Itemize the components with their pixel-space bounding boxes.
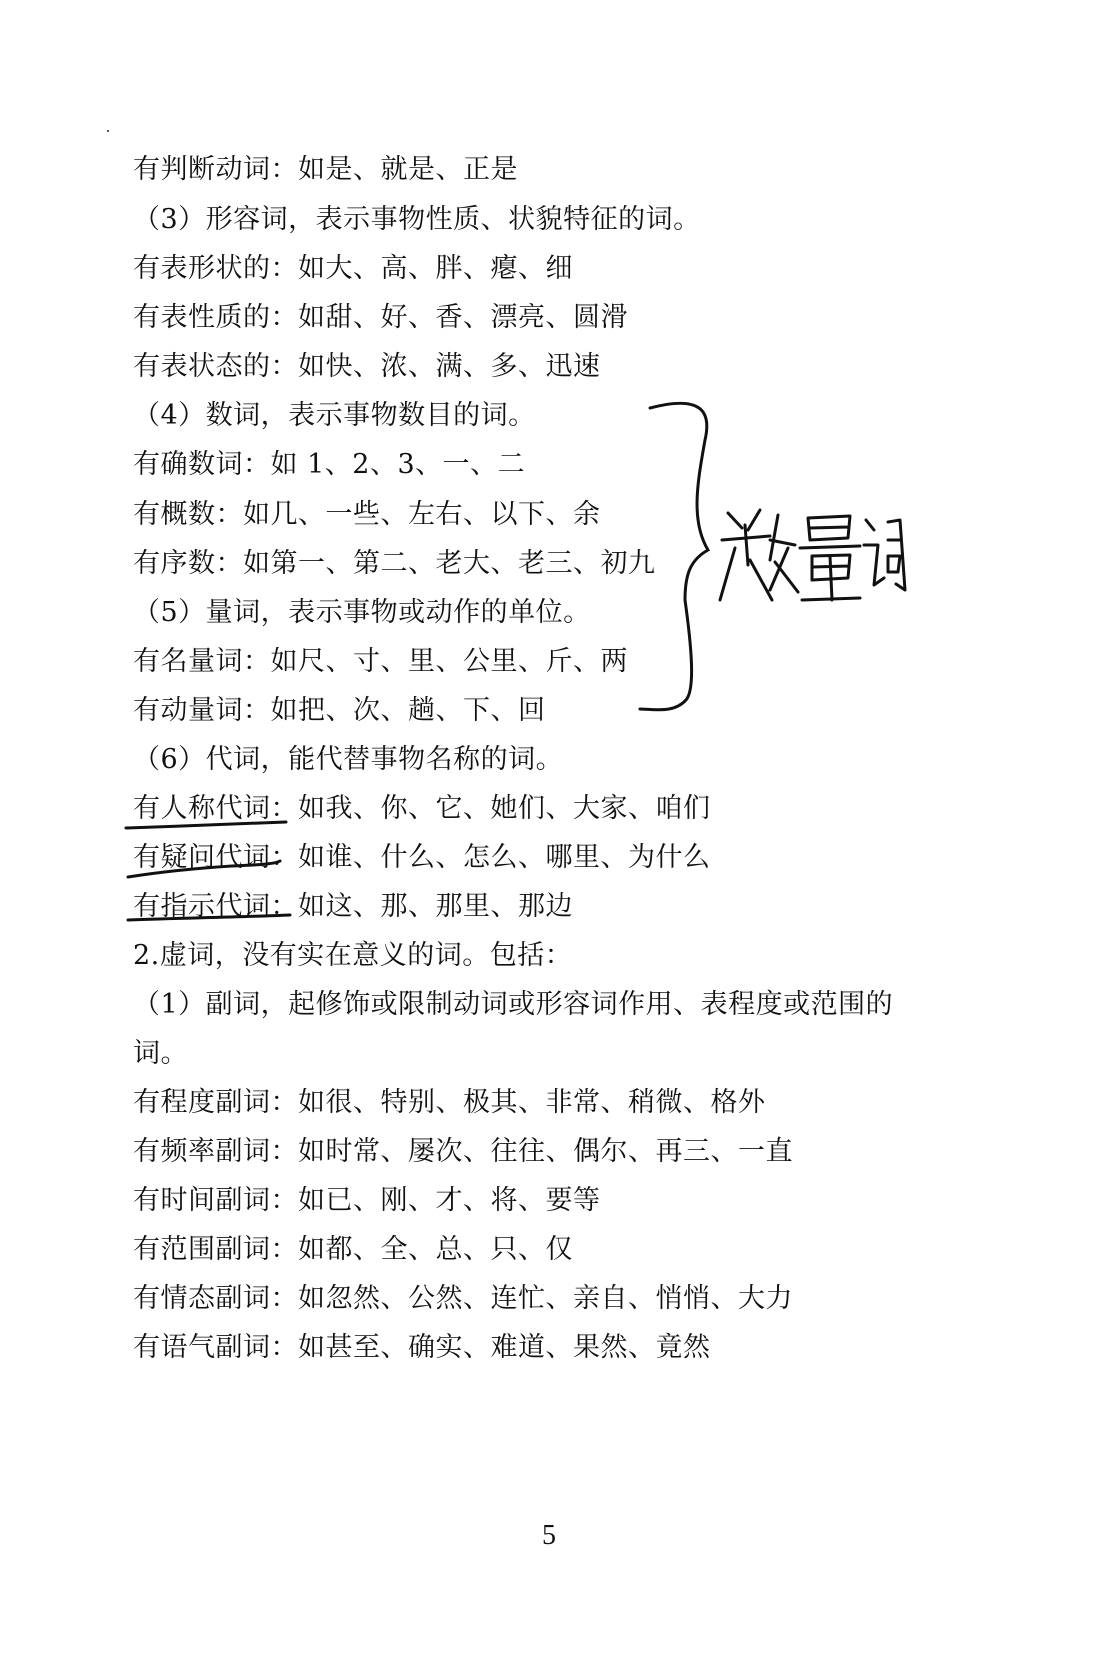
section-heading: （6）代词，能代替事物名称的词。	[133, 744, 564, 775]
scan-speck	[107, 130, 109, 132]
section-heading: （5）量词，表示事物或动作的单位。	[133, 597, 591, 628]
text-line: 有指示代词：如这、那、那里、那边	[133, 891, 573, 922]
text-line: 有人称代词：如我、你、它、她们、大家、咱们	[133, 793, 711, 824]
text-line: 有动量词：如把、次、趟、下、回	[133, 695, 546, 726]
text-line: 有序数：如第一、第二、老大、老三、初九	[133, 548, 656, 579]
text-line: 有范围副词：如都、全、总、只、仅	[133, 1234, 573, 1265]
text-line: 有语气副词：如甚至、确实、难道、果然、竟然	[133, 1332, 711, 1363]
section-heading: （3）形容词，表示事物性质、状貌特征的词。	[133, 204, 701, 235]
text-line: 有概数：如几、一些、左右、以下、余	[133, 499, 601, 530]
text-line: 有时间副词：如已、刚、才、将、要等	[133, 1185, 601, 1216]
text-line: 有表性质的：如甜、好、香、漂亮、圆滑	[133, 302, 628, 333]
section-heading: 2.虚词，没有实在意义的词。包括：	[133, 940, 573, 971]
text-line: 有疑问代词：如谁、什么、怎么、哪里、为什么	[133, 842, 711, 873]
text-line: 词。	[133, 1038, 188, 1069]
text-line: 有确数词：如 1、2、3、一、二	[133, 449, 526, 480]
text-line: 有程度副词：如很、特别、极其、非常、稍微、格外	[133, 1087, 766, 1118]
text-line: 有情态副词：如忽然、公然、连忙、亲自、悄悄、大力	[133, 1283, 793, 1314]
text-line: 有表状态的：如快、浓、满、多、迅速	[133, 351, 601, 382]
section-heading: （1）副词，起修饰或限制动词或形容词作用、表程度或范围的	[133, 989, 894, 1020]
page-number: 5	[542, 1520, 556, 1551]
text-line: 有表形状的：如大、高、胖、瘪、细	[133, 253, 573, 284]
text-line: 有频率副词：如时常、屡次、往往、偶尔、再三、一直	[133, 1136, 793, 1167]
text-line: 有判断动词：如是、就是、正是	[133, 154, 518, 185]
text-line: 有名量词：如尺、寸、里、公里、斤、两	[133, 646, 628, 677]
handwritten-note	[720, 510, 905, 600]
section-heading: （4）数词，表示事物数目的词。	[133, 400, 536, 431]
